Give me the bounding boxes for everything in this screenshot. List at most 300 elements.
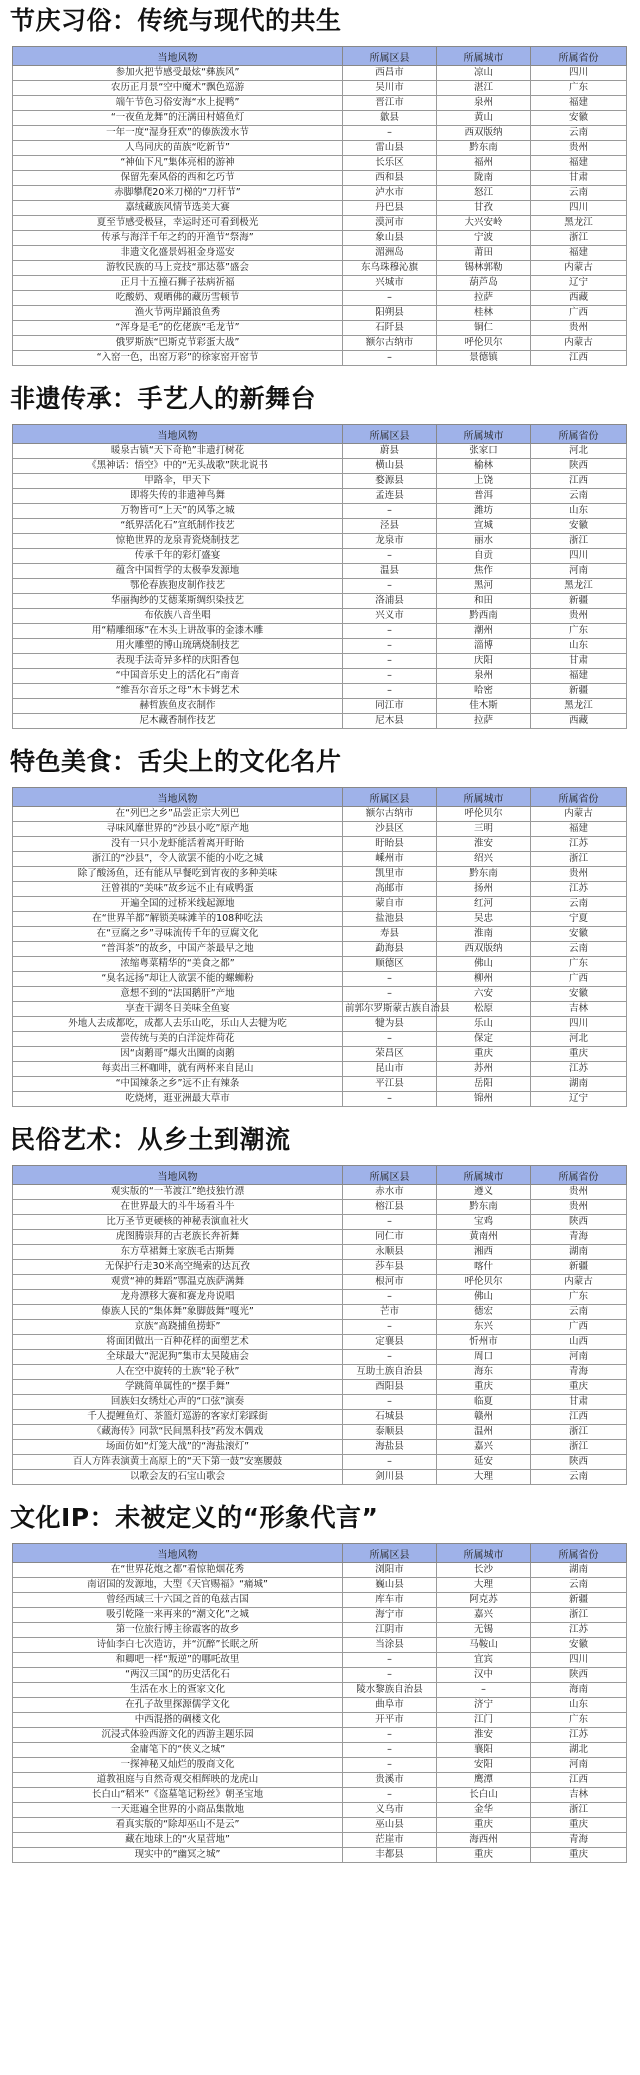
cell-province: 西藏 [531, 291, 627, 306]
cell-province: 河南 [531, 1758, 627, 1773]
cell-province: 云南 [531, 1578, 627, 1593]
cell-district: 石城县 [343, 1410, 437, 1425]
table-row [13, 654, 627, 669]
table-row [13, 714, 627, 729]
cell-city: 黔东南 [437, 867, 531, 882]
cell-city: 哈密 [437, 684, 531, 699]
cell-district: 剑川县 [343, 1470, 437, 1485]
cell-district: 洛浦县 [343, 594, 437, 609]
cell-city: 襄阳 [437, 1743, 531, 1758]
table-header-row [13, 788, 627, 807]
table-row [13, 1290, 627, 1305]
cell-province: 浙江 [531, 1608, 627, 1623]
cell-item: 全球最大“泥泥狗”集市太昊陵庙会 [13, 1350, 343, 1365]
table-row [13, 519, 627, 534]
cell-item: 在孔子故里探源儒学文化 [13, 1698, 343, 1713]
cell-item: 意想不到的“法国鹅肝”产地 [13, 987, 343, 1002]
cell-province: 辽宁 [531, 276, 627, 291]
cell-item: 一探神秘又灿烂的殷商文化 [13, 1758, 343, 1773]
cell-city: 黔东南 [437, 141, 531, 156]
table-row [13, 201, 627, 216]
section-title: 民俗艺术：从乡土到潮流 [10, 1125, 291, 1154]
column-header-item: 当地风物 [13, 1544, 343, 1563]
table-row [13, 1320, 627, 1335]
cell-city: 淮安 [437, 1728, 531, 1743]
cell-district: 西和县 [343, 171, 437, 186]
cell-province: 宁夏 [531, 912, 627, 927]
table-header-row [13, 47, 627, 66]
cell-district: 兴义市 [343, 609, 437, 624]
cell-item: 在“世界羊都”解锁美味滩羊的108种吃法 [13, 912, 343, 927]
cell-province: 江苏 [531, 1623, 627, 1638]
section-title: 非遗传承：手艺人的新舞台 [10, 384, 317, 413]
cell-city: 德宏 [437, 1305, 531, 1320]
cell-item: 京族“高跷捕鱼捞虾” [13, 1320, 343, 1335]
cell-city: 马鞍山 [437, 1638, 531, 1653]
table-row [13, 639, 627, 654]
cell-district: – [343, 1788, 437, 1803]
cell-city: 江门 [437, 1713, 531, 1728]
cell-province: 云南 [531, 897, 627, 912]
cell-item: 游牧民族的马上竞技“那达慕”盛会 [13, 261, 343, 276]
table-row [13, 276, 627, 291]
cell-item: 看真实版的“除却巫山不是云” [13, 1818, 343, 1833]
cell-province: 河南 [531, 1350, 627, 1365]
section-1 [0, 4, 640, 378]
cell-province: 湖南 [531, 1245, 627, 1260]
cell-item: 寻味风靡世界的“沙县小吃”原产地 [13, 822, 343, 837]
section-table [12, 1165, 627, 1485]
table-row [13, 837, 627, 852]
cell-province: 浙江 [531, 1440, 627, 1455]
cell-district: 歙县 [343, 111, 437, 126]
cell-province: 陕西 [531, 1215, 627, 1230]
column-header-item: 当地风物 [13, 425, 343, 444]
cell-province: 贵州 [531, 1200, 627, 1215]
cell-item: 第一位旅行博主徐霞客的故乡 [13, 1623, 343, 1638]
cell-item: 傣族人民的“集体舞”象脚鼓舞“嘎光” [13, 1305, 343, 1320]
cell-item: 每卖出三杯咖啡，就有两杯来自昆山 [13, 1062, 343, 1077]
cell-city: 泉州 [437, 96, 531, 111]
cell-province: 内蒙古 [531, 261, 627, 276]
cell-item: 开遍全国的过桥米线起源地 [13, 897, 343, 912]
cell-district: 泸水市 [343, 186, 437, 201]
cell-city: 淄博 [437, 639, 531, 654]
cell-city: 阿克苏 [437, 1593, 531, 1608]
table-row [13, 1305, 627, 1320]
cell-district: – [343, 1092, 437, 1107]
cell-district: 漠河市 [343, 216, 437, 231]
cell-item: “神仙下凡”集体亮相的游神 [13, 156, 343, 171]
cell-district: 芒市 [343, 1305, 437, 1320]
column-header-district: 所属区县 [343, 47, 437, 66]
cell-city: 大理 [437, 1470, 531, 1485]
cell-city: 长白山 [437, 1788, 531, 1803]
table-row [13, 1260, 627, 1275]
cell-item: 浙江的“沙县”，令人欲罢不能的小吃之城 [13, 852, 343, 867]
cell-province: 浙江 [531, 852, 627, 867]
column-header-city: 所属城市 [437, 788, 531, 807]
cell-province: 安徽 [531, 1638, 627, 1653]
cell-district: – [343, 1758, 437, 1773]
cell-item: 现实中的“幽冥之城” [13, 1848, 343, 1863]
cell-district: 温县 [343, 564, 437, 579]
table-row [13, 231, 627, 246]
cell-city: 重庆 [437, 1848, 531, 1863]
cell-item: 万物皆可“上天”的风筝之城 [13, 504, 343, 519]
cell-province: 吉林 [531, 1788, 627, 1803]
cell-item: 场面仿如“灯笼大战”的“海盐滚灯” [13, 1440, 343, 1455]
cell-district: 浏阳市 [343, 1563, 437, 1578]
cell-item: 农历正月景“空中魔术”飘色巡游 [13, 81, 343, 96]
cell-province: 山东 [531, 1698, 627, 1713]
table-row [13, 1410, 627, 1425]
cell-province: 浙江 [531, 1803, 627, 1818]
cell-province: 湖南 [531, 1077, 627, 1092]
table-row [13, 1077, 627, 1092]
cell-province: 内蒙古 [531, 336, 627, 351]
cell-city: 宝鸡 [437, 1215, 531, 1230]
cell-item: “一夜鱼龙舞”的汪满田村嬉鱼灯 [13, 111, 343, 126]
cell-city: 黔西南 [437, 609, 531, 624]
cell-item: 人在空中旋转的土族“轮子秋” [13, 1365, 343, 1380]
table-row [13, 1380, 627, 1395]
cell-item: 沉浸式体验西游文化的西游主题乐园 [13, 1728, 343, 1743]
cell-city: 潍坊 [437, 504, 531, 519]
table-row [13, 852, 627, 867]
cell-city: 遵义 [437, 1185, 531, 1200]
column-header-province: 所属省份 [531, 788, 627, 807]
cell-province: 重庆 [531, 1380, 627, 1395]
section-table [12, 424, 627, 729]
cell-district: 泰顺县 [343, 1425, 437, 1440]
cell-item: 无保护行走30米高空绳索的达瓦孜 [13, 1260, 343, 1275]
cell-district: 阳朔县 [343, 306, 437, 321]
table-row [13, 867, 627, 882]
section-5 [0, 1501, 640, 1875]
cell-city: 保定 [437, 1032, 531, 1047]
cell-province: 广东 [531, 624, 627, 639]
cell-district: – [343, 654, 437, 669]
cell-district: 义乌市 [343, 1803, 437, 1818]
cell-item: “维吾尔音乐之母”木卡姆艺术 [13, 684, 343, 699]
cell-item: 学跳简单属性的“摆手舞” [13, 1380, 343, 1395]
cell-city: 莆田 [437, 246, 531, 261]
cell-item: 《藏海传》同款“民间黑科技”药发木偶戏 [13, 1425, 343, 1440]
table-row [13, 1185, 627, 1200]
cell-city: 汉中 [437, 1668, 531, 1683]
table-row [13, 1653, 627, 1668]
table-row [13, 882, 627, 897]
cell-district: 巍山县 [343, 1578, 437, 1593]
cell-province: 广东 [531, 1290, 627, 1305]
table-row [13, 1245, 627, 1260]
cell-item: 南诏国的发源地，大型《天官赐福》“痛城” [13, 1578, 343, 1593]
cell-city: 葫芦岛 [437, 276, 531, 291]
cell-city: 锡林郭勒 [437, 261, 531, 276]
cell-item: 浓缩粤菜精华的“美食之都” [13, 957, 343, 972]
cell-item: 保留先秦风俗的西和乞巧节 [13, 171, 343, 186]
cell-province: 重庆 [531, 1047, 627, 1062]
section-spacer [0, 729, 640, 741]
cell-city: 东兴 [437, 1320, 531, 1335]
cell-province: 青海 [531, 1365, 627, 1380]
table-row [13, 474, 627, 489]
cell-city: 丽水 [437, 534, 531, 549]
cell-item: “浑身是毛”的仡佬族“毛龙节” [13, 321, 343, 336]
cell-province: 四川 [531, 201, 627, 216]
table-row [13, 1335, 627, 1350]
cell-city: 重庆 [437, 1047, 531, 1062]
cell-city: 宣城 [437, 519, 531, 534]
cell-item: 俄罗斯族“巴斯克节彩蛋大战” [13, 336, 343, 351]
cell-district: 海盐县 [343, 1440, 437, 1455]
table-row [13, 1608, 627, 1623]
cell-item: 蕴含中国哲学的太极拳发源地 [13, 564, 343, 579]
cell-district: 江阴市 [343, 1623, 437, 1638]
cell-province: 甘肃 [531, 1395, 627, 1410]
cell-district: 额尔古纳市 [343, 336, 437, 351]
cell-district: 荣昌区 [343, 1047, 437, 1062]
section-spacer [0, 366, 640, 378]
table-row [13, 1698, 627, 1713]
cell-district: – [343, 504, 437, 519]
cell-province: 新疆 [531, 1260, 627, 1275]
cell-district: 茫崖市 [343, 1833, 437, 1848]
table-row [13, 927, 627, 942]
column-header-district: 所属区县 [343, 1166, 437, 1185]
table-row [13, 1425, 627, 1440]
cell-city: 张家口 [437, 444, 531, 459]
cell-city: 呼伦贝尔 [437, 807, 531, 822]
section-table [12, 787, 627, 1107]
cell-province: 福建 [531, 96, 627, 111]
cell-province: 陕西 [531, 1455, 627, 1470]
cell-province: 甘肃 [531, 654, 627, 669]
cell-item: 嘉绒藏族风情节选美大赛 [13, 201, 343, 216]
cell-district: 泾县 [343, 519, 437, 534]
cell-district: 盐池县 [343, 912, 437, 927]
cell-city: 嘉兴 [437, 1608, 531, 1623]
cell-province: 陕西 [531, 459, 627, 474]
cell-province: 浙江 [531, 1425, 627, 1440]
cell-city: 重庆 [437, 1818, 531, 1833]
cell-district: 额尔古纳市 [343, 807, 437, 822]
table-row [13, 489, 627, 504]
table-row [13, 624, 627, 639]
cell-district: 晋江市 [343, 96, 437, 111]
table-row [13, 444, 627, 459]
cell-item: 渔火节两岸踊浪鱼秀 [13, 306, 343, 321]
cell-province: 山东 [531, 504, 627, 519]
column-header-province: 所属省份 [531, 1166, 627, 1185]
column-header-province: 所属省份 [531, 1544, 627, 1563]
cell-item: 以歌会友的石宝山歌会 [13, 1470, 343, 1485]
cell-province: 贵州 [531, 1185, 627, 1200]
cell-province: 安徽 [531, 927, 627, 942]
cell-city: 温州 [437, 1425, 531, 1440]
cell-province: 广西 [531, 306, 627, 321]
cell-province: 江苏 [531, 1062, 627, 1077]
cell-city: 凉山 [437, 66, 531, 81]
cell-item: 赫哲族鱼皮衣制作 [13, 699, 343, 714]
cell-province: 河北 [531, 444, 627, 459]
cell-district: 长乐区 [343, 156, 437, 171]
cell-province: 黑龙江 [531, 216, 627, 231]
cell-item: 观赏“神的舞蹈”鄂温克族萨满舞 [13, 1275, 343, 1290]
cell-city: 拉萨 [437, 714, 531, 729]
table-row [13, 1215, 627, 1230]
table-row [13, 111, 627, 126]
table-row [13, 1275, 627, 1290]
cell-city: 喀什 [437, 1260, 531, 1275]
cell-city: 安阳 [437, 1758, 531, 1773]
cell-district: 平江县 [343, 1077, 437, 1092]
cell-province: 江苏 [531, 882, 627, 897]
cell-city: 乐山 [437, 1017, 531, 1032]
cell-district: 海宁市 [343, 1608, 437, 1623]
table-row [13, 261, 627, 276]
table-row [13, 1848, 627, 1863]
column-header-item: 当地风物 [13, 1166, 343, 1185]
cell-district: 尼木县 [343, 714, 437, 729]
cell-province: 海南 [531, 1683, 627, 1698]
cell-province: 安徽 [531, 987, 627, 1002]
cell-province: 吉林 [531, 1002, 627, 1017]
cell-item: 一年一度“湿身狂欢”的傣族泼水节 [13, 126, 343, 141]
cell-city: 吴忠 [437, 912, 531, 927]
cell-city: 柳州 [437, 972, 531, 987]
cell-item: “纸界活化石”宣纸制作技艺 [13, 519, 343, 534]
table-row [13, 156, 627, 171]
cell-province: 新疆 [531, 684, 627, 699]
cell-district: 赤水市 [343, 1185, 437, 1200]
cell-district: 同仁市 [343, 1230, 437, 1245]
cell-item: 除了酸汤鱼，还有能从早餐吃到宵夜的多种美味 [13, 867, 343, 882]
cell-city: 甘孜 [437, 201, 531, 216]
cell-province: 山西 [531, 1335, 627, 1350]
cell-city: 六安 [437, 987, 531, 1002]
cell-item: 夏至节感受极昼，幸运时还可看到极光 [13, 216, 343, 231]
table-row [13, 912, 627, 927]
cell-city: 海西州 [437, 1833, 531, 1848]
section-2 [0, 382, 640, 741]
cell-item: “臭名远扬”却让人欲罢不能的螺蛳粉 [13, 972, 343, 987]
table-row [13, 987, 627, 1002]
cell-province: 安徽 [531, 111, 627, 126]
table-row [13, 579, 627, 594]
table-row [13, 1728, 627, 1743]
column-header-item: 当地风物 [13, 47, 343, 66]
table-row [13, 897, 627, 912]
table-row [13, 96, 627, 111]
cell-city: 松原 [437, 1002, 531, 1017]
table-row [13, 972, 627, 987]
cell-province: 山东 [531, 639, 627, 654]
cell-province: 广西 [531, 1320, 627, 1335]
cell-city: 陇南 [437, 171, 531, 186]
cell-province: 贵州 [531, 867, 627, 882]
table-row [13, 291, 627, 306]
column-header-district: 所属区县 [343, 1544, 437, 1563]
table-row [13, 1455, 627, 1470]
cell-province: 江苏 [531, 837, 627, 852]
cell-district: – [343, 987, 437, 1002]
cell-district: 曲阜市 [343, 1698, 437, 1713]
column-header-city: 所属城市 [437, 47, 531, 66]
cell-item: 汪曾祺的“美味”故乡远不止有咸鸭蛋 [13, 882, 343, 897]
cell-province: 云南 [531, 1470, 627, 1485]
cell-province: 云南 [531, 1305, 627, 1320]
cell-province: 广东 [531, 1713, 627, 1728]
cell-item: 尝传统与美的白洋淀炸荷花 [13, 1032, 343, 1047]
cell-province: 湖北 [531, 1743, 627, 1758]
table-row [13, 669, 627, 684]
table-row [13, 1563, 627, 1578]
cell-item: 藏在地球上的“火星营地” [13, 1833, 343, 1848]
cell-province: 甘肃 [531, 171, 627, 186]
cell-city: 重庆 [437, 1380, 531, 1395]
column-header-city: 所属城市 [437, 425, 531, 444]
cell-district: 吴川市 [343, 81, 437, 96]
cell-item: 在“世界花炮之都”看惊艳烟花秀 [13, 1563, 343, 1578]
cell-province: 安徽 [531, 519, 627, 534]
cell-item: 回族妇女绣灶心声的“口弦”演奏 [13, 1395, 343, 1410]
cell-district: 丹巴县 [343, 201, 437, 216]
cell-city: 黄山 [437, 111, 531, 126]
cell-item: 甲路伞，甲天下 [13, 474, 343, 489]
cell-district: – [343, 1215, 437, 1230]
table-row [13, 1470, 627, 1485]
cell-district: 顺德区 [343, 957, 437, 972]
table-row [13, 1683, 627, 1698]
cell-item: 端午节色习俗安海“水上捉鸭” [13, 96, 343, 111]
cell-district: 兴城市 [343, 276, 437, 291]
cell-district: 同江市 [343, 699, 437, 714]
cell-district: 寿县 [343, 927, 437, 942]
table-row [13, 459, 627, 474]
table-row [13, 216, 627, 231]
section-spacer [0, 1107, 640, 1119]
cell-district: 高邮市 [343, 882, 437, 897]
cell-city: 景德镇 [437, 351, 531, 366]
cell-city: 绍兴 [437, 852, 531, 867]
table-row [13, 1593, 627, 1608]
cell-city: 苏州 [437, 1062, 531, 1077]
cell-item: 惊艳世界的龙泉青瓷烧制技艺 [13, 534, 343, 549]
cell-province: 内蒙古 [531, 1275, 627, 1290]
cell-city: 潮州 [437, 624, 531, 639]
cell-district: – [343, 639, 437, 654]
cell-district: – [343, 1728, 437, 1743]
table-row [13, 1002, 627, 1017]
cell-item: “两汉三国”的历史活化石 [13, 1668, 343, 1683]
column-header-district: 所属区县 [343, 788, 437, 807]
cell-item: 《黑神话：悟空》中的“无头战歌”陕北说书 [13, 459, 343, 474]
cell-city: 宜宾 [437, 1653, 531, 1668]
cell-province: 河南 [531, 564, 627, 579]
table-row [13, 957, 627, 972]
section-table [12, 1543, 627, 1863]
table-row [13, 1788, 627, 1803]
cell-item: 吸引乾隆一来再来的“潮文化”之城 [13, 1608, 343, 1623]
cell-province: 河北 [531, 1032, 627, 1047]
cell-item: 鄂伦春族狍皮制作技艺 [13, 579, 343, 594]
cell-city: 福州 [437, 156, 531, 171]
cell-district: – [343, 291, 437, 306]
cell-city: 和田 [437, 594, 531, 609]
cell-district: 互助土族自治县 [343, 1365, 437, 1380]
